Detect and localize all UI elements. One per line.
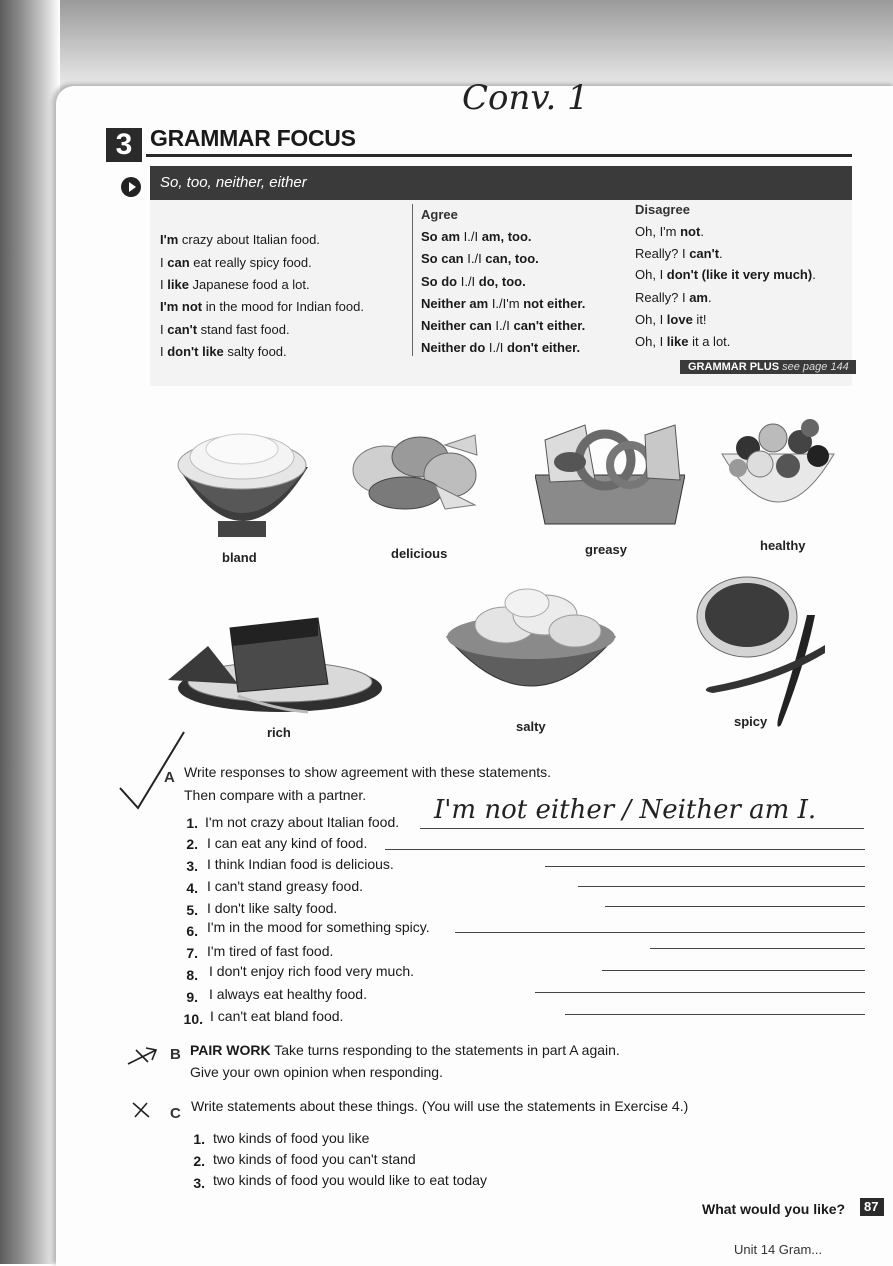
grammar-plus-link[interactable]: GRAMMAR PLUS see page 144: [680, 360, 856, 374]
section-title: GRAMMAR FOCUS: [150, 125, 356, 151]
disagree-line: Oh, I'm not.: [635, 224, 704, 239]
item-statement: I always eat healthy food.: [209, 986, 367, 1002]
item-number: 4.: [186, 880, 198, 896]
grammar-divider: [412, 204, 413, 356]
chili-salsa-image: [695, 575, 830, 735]
item-statement: I can't stand greasy food.: [207, 878, 363, 894]
exercise-a-instruction-line1: Write responses to show agreement with these statements.: [184, 764, 552, 780]
item-statement: I'm tired of fast food.: [207, 943, 334, 959]
item-number: 10.: [183, 1011, 203, 1027]
food-label-rich: rich: [267, 725, 291, 740]
footer-unit-question: What would you like?: [702, 1201, 846, 1217]
statement-line: I'm not in the mood for Indian food.: [160, 299, 364, 314]
answer-line[interactable]: [565, 1014, 865, 1015]
exercise-a-letter: A: [164, 769, 175, 786]
fruit-bowl-image: [718, 410, 838, 522]
item-number: 3.: [193, 1175, 205, 1191]
answer-line[interactable]: [602, 970, 865, 971]
disagree-line: Oh, I love it!: [635, 312, 707, 327]
answer-line[interactable]: [578, 886, 865, 887]
item-statement: I don't enjoy rich food very much.: [209, 963, 414, 979]
agree-line: So am I./I am, too.: [421, 229, 532, 244]
item-statement: I'm in the mood for something spicy.: [207, 919, 430, 935]
answer-line[interactable]: [535, 992, 865, 993]
item-number: 8.: [186, 967, 198, 983]
statement-line: I can eat really spicy food.: [160, 255, 312, 270]
item-number: 1.: [186, 815, 198, 831]
agree-line: So can I./I can, too.: [421, 251, 539, 266]
disagree-line: Oh, I don't (like it very much).: [635, 267, 816, 282]
item-statement: I can't eat bland food.: [210, 1008, 344, 1024]
answer-line[interactable]: [455, 932, 865, 933]
item-statement: two kinds of food you can't stand: [213, 1151, 416, 1167]
item-statement: I think Indian food is delicious.: [207, 856, 394, 872]
exercise-b-instruction-line1: PAIR WORK Take turns responding to the statements in part A again.: [190, 1042, 620, 1058]
exercise-b-letter: B: [170, 1046, 181, 1063]
item-number: 3.: [186, 858, 198, 874]
food-label-healthy: healthy: [760, 538, 806, 553]
statement-line: I don't like salty food.: [160, 344, 287, 359]
section-rule: [146, 154, 852, 157]
section-number: 3: [106, 128, 142, 162]
pastries-image: [345, 425, 485, 515]
agree-line: Neither can I./I can't either.: [421, 318, 586, 333]
next-page-unit-label: Unit 14 Gram...: [734, 1242, 823, 1257]
item-number: 2.: [186, 836, 198, 852]
rice-bowl-image: [170, 425, 315, 550]
item-statement: I don't like salty food.: [207, 900, 338, 916]
exercise-c-letter: C: [170, 1105, 181, 1122]
fried-food-box-image: [535, 420, 685, 525]
statement-line: I'm crazy about Italian food.: [160, 232, 320, 247]
item-number: 7.: [186, 945, 198, 961]
answer-line[interactable]: [605, 906, 865, 907]
exercise-c-instruction: Write statements about these things. (You will use the statements in Exercise 4.): [191, 1098, 689, 1114]
agree-line: So do I./I do, too.: [421, 274, 526, 289]
answer-line[interactable]: [385, 849, 865, 850]
handwritten-x-mark: [130, 1100, 152, 1120]
item-number: 1.: [193, 1131, 205, 1147]
food-label-salty: salty: [516, 719, 546, 734]
exercise-b-instruction-line2: Give your own opinion when responding.: [190, 1064, 443, 1080]
handwritten-checkmark: [116, 730, 188, 810]
page-number: 87: [860, 1198, 884, 1216]
agree-line: Neither do I./I don't either.: [421, 340, 581, 355]
statement-line: I can't stand fast food.: [160, 322, 290, 337]
grammar-title-bar: So, too, neither, either: [150, 166, 852, 200]
item-statement: two kinds of food you like: [213, 1130, 370, 1146]
food-label-greasy: greasy: [585, 542, 627, 557]
book-binding: [0, 0, 60, 1264]
food-label-spicy: spicy: [734, 714, 768, 729]
item-number: 5.: [186, 902, 198, 918]
statement-line: I like Japanese food a lot.: [160, 277, 310, 292]
handwritten-answer-1: I'm not either / Neither am I.: [434, 795, 817, 825]
exercise-a-instruction-line2: Then compare with a partner.: [184, 787, 367, 803]
disagree-line: Really? I can't.: [635, 246, 723, 261]
answer-line[interactable]: [545, 866, 865, 867]
food-label-bland: bland: [222, 550, 257, 565]
item-number: 2.: [193, 1153, 205, 1169]
chocolate-cake-image: [168, 600, 388, 720]
disagree-line: Really? I am.: [635, 290, 712, 305]
answer-line[interactable]: [650, 948, 865, 949]
food-label-delicious: delicious: [391, 546, 448, 561]
item-number: 9.: [186, 989, 198, 1005]
handwritten-arrow-mark: [126, 1044, 160, 1068]
agree-heading: Agree: [421, 207, 458, 222]
disagree-line: Oh, I like it a lot.: [635, 334, 731, 349]
handwritten-title-note: Conv. 1: [462, 78, 589, 118]
item-statement: I can eat any kind of food.: [207, 835, 368, 851]
scan-shadow: [0, 0, 893, 92]
play-audio-icon[interactable]: [121, 177, 141, 197]
item-statement: I'm not crazy about Italian food.: [205, 814, 400, 830]
item-number: 6.: [186, 923, 198, 939]
chips-bowl-image: [445, 585, 617, 700]
agree-line: Neither am I./I'm not either.: [421, 296, 586, 311]
disagree-heading: Disagree: [635, 202, 690, 217]
answer-line[interactable]: [420, 828, 864, 829]
item-statement: two kinds of food you would like to eat today: [213, 1172, 487, 1188]
